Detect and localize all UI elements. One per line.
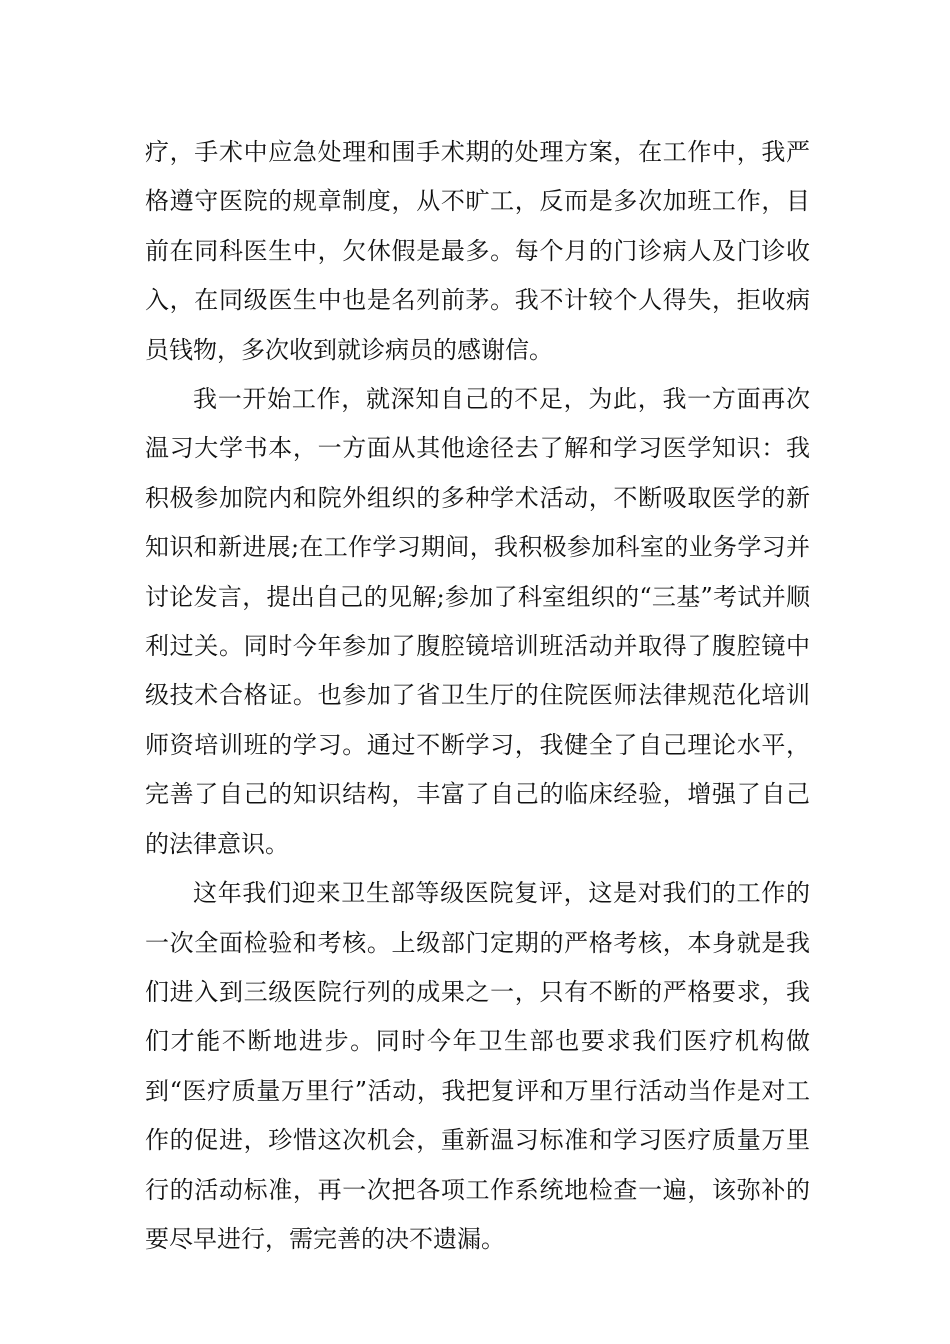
paragraph-3: 这年我们迎来卫生部等级医院复评，这是对我们的工作的一次全面检验和考核。上级部门定期的严格考核，本身就是我们进入到三级医院行列的成果之一，只有不断的严格要求，我们才能不断地进步。同时今年卫生部也要求我们医疗机构做到“医疗质量万里行”活动，我把复评和万里行活动当作是对工作的促进，珍惜这次机会，重新温习标准和学习医疗质量万里行的活动标准，再一次把各项工作系统地检查一遍，该弥补的要尽早进行，需完善的决不遗漏。 [145, 879, 810, 1253]
paragraph-1: 疗，手术中应急处理和围手术期的处理方案，在工作中，我严格遵守医院的规章制度，从不旷工，反而是多次加班工作，目前在同科医生中，欠休假是最多。每个月的门诊病人及门诊收入，在同级医生中也是名列前茅。我不计较个人得失，拒收病员钱物，多次收到就诊病员的感谢信。 [145, 138, 810, 364]
document-body [145, 128, 810, 1264]
paragraph-2: 我一开始工作，就深知自己的不足，为此，我一方面再次温习大学书本，一方面从其他途径去了解和学习医学知识：我积极参加院内和院外组织的多种学术活动，不断吸取医学的新知识和新进展;在工作学习期间，我积极参加科室的业务学习并讨论发言，提出自己的见解;参加了科室组织的“三基”考试并顺利过关。同时今年参加了腹腔镜培训班活动并取得了腹腔镜中级技术合格证。也参加了省卫生厅的住院医师法律规范化培训师资培训班的学习。通过不断学习，我健全了自己理论水平，完善了自己的知识结构，丰富了自己的临床经验，增强了自己的法律意识。 [145, 385, 810, 858]
